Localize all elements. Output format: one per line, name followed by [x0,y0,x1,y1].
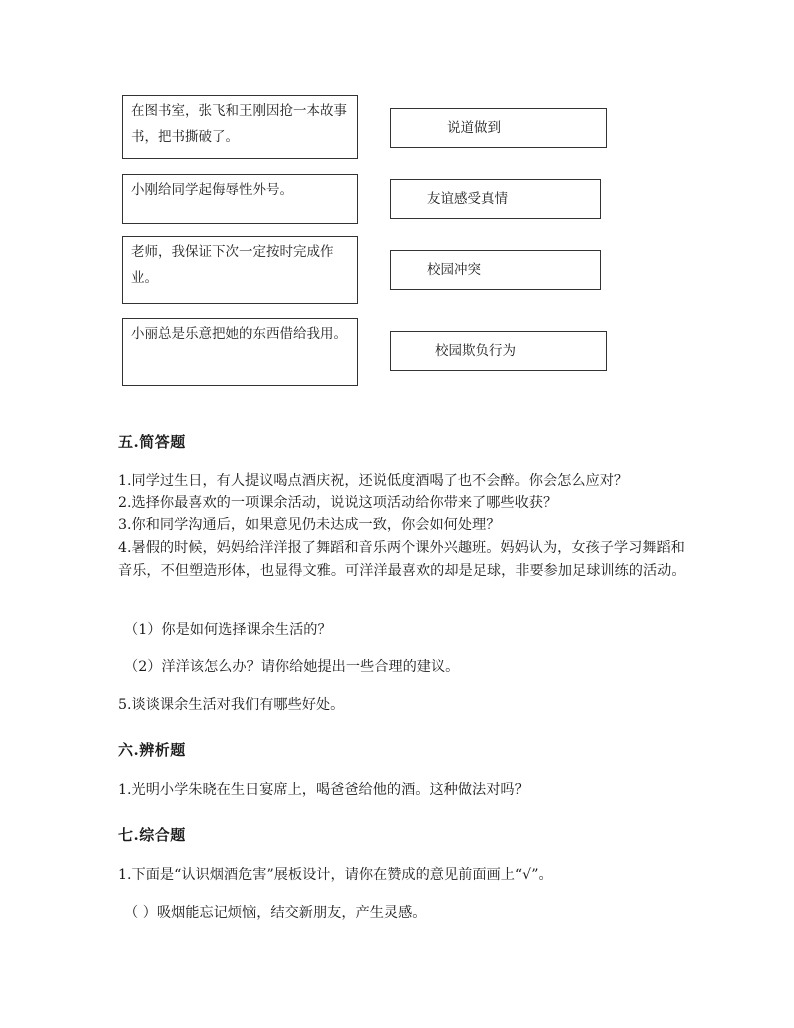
right-match-text-1: 说道做到 [447,120,501,136]
right-match-text-3: 校园冲突 [427,262,481,278]
right-match-text-4: 校园欺负行为 [435,343,516,359]
section-heading-7: 七.综合题 [118,826,186,844]
right-match-box-4 [390,331,607,371]
question-7-1-option-1: （ ）吸烟能忘记烦恼，结交新朋友，产生灵感。 [124,905,427,921]
question-5-3: 3.你和同学沟通后，如果意见仍未达成一致，你会如何处理？ [118,517,501,533]
left-match-box-4 [122,318,358,386]
left-match-box-1 [122,95,358,159]
left-match-box-3 [122,236,358,304]
left-match-text-1: 在图书室，张飞和王刚因抢一本故事书，把书撕破了。 [131,103,347,145]
left-match-box-2 [122,174,358,224]
right-match-text-2: 友谊感受真情 [427,191,508,207]
question-5-5: 5.谈谈课余生活对我们有哪些好处。 [118,697,345,713]
right-match-box-2 [390,179,601,219]
question-5-4-sub-1: （1）你是如何选择课余生活的？ [124,622,332,638]
section-heading-6: 六.辨析题 [118,741,186,759]
right-match-box-3 [390,250,601,290]
section-heading-5: 五.简答题 [118,433,186,451]
question-5-2: 2.选择你最喜欢的一项课余活动，说说这项活动给你带来了哪些收获？ [118,495,558,511]
left-match-text-4: 小丽总是乐意把她的东西借给我用。 [131,326,347,342]
left-match-text-2: 小刚给同学起侮辱性外号。 [131,182,293,198]
question-6-1: 1.光明小学朱晓在生日宴席上，喝爸爸给他的酒。这种做法对吗？ [118,782,529,798]
right-match-box-1 [390,108,607,148]
question-5-1: 1.同学过生日，有人提议喝点酒庆祝，还说低度酒喝了也不会醉。你会怎么应对？ [118,473,629,489]
question-5-4-sub-2: （2）洋洋该怎么办？请你给她提出一些合理的建议。 [124,659,460,675]
question-7-1: 1.下面是“认识烟酒危害”展板设计，请你在赞成的意见前面画上“√”。 [118,867,553,883]
question-5-4: 4.暑假的时候，妈妈给洋洋报了舞蹈和音乐两个课外兴趣班。妈妈认为，女孩子学习舞蹈和音乐，不但塑造形体，也显得文雅。可洋洋最喜欢的却是足球，非要参加足球训练的活动。 [118,540,686,579]
left-match-text-3: 老师，我保证下次一定按时完成作业。 [131,244,334,286]
